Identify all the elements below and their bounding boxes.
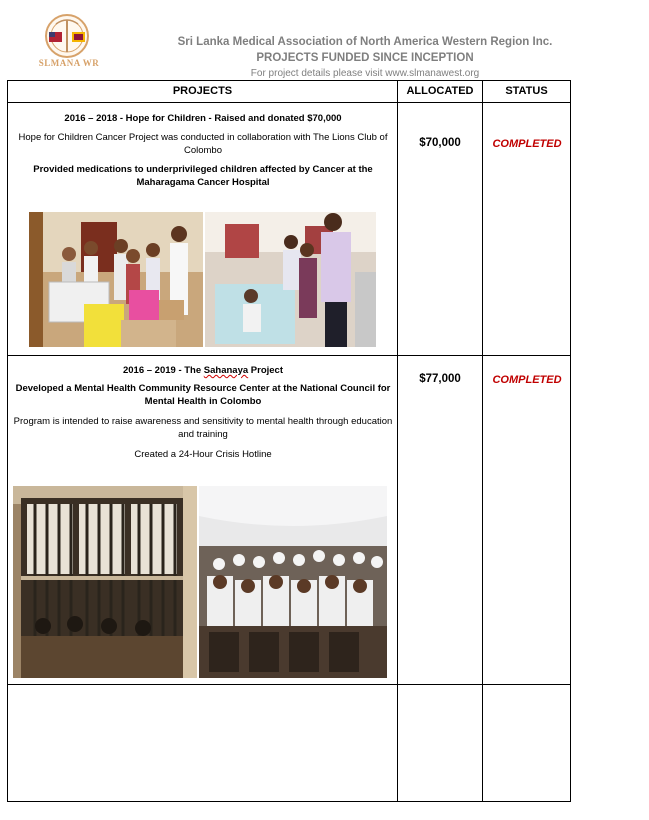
project-description: Provided medications to underprivileged children affected by Cancer at the Maharagama Cancer Hospital bbox=[33, 164, 373, 188]
photo-donation-team bbox=[29, 212, 203, 347]
photo-hospital-visit bbox=[205, 212, 376, 347]
project-title: 2016 – 2018 - Hope for Children - Raised and donated $70,000 bbox=[64, 113, 342, 124]
website-note: For project details please visit www.slmanawest.org bbox=[250, 68, 480, 79]
project-title: 2016 – 2019 - The Sahanaya Project bbox=[122, 365, 284, 376]
organization-name: Sri Lanka Medical Association of North America Western Region Inc. bbox=[177, 36, 553, 48]
allocated-amount: $77,000 bbox=[419, 373, 461, 385]
project-description: Developed a Mental Health Community Resource Center at the National Council for Mental Health in Colombo bbox=[15, 383, 391, 407]
project-description: Hope for Children Cancer Project was conducted in collaboration with The Lions Club of Colombo bbox=[18, 132, 388, 156]
project-description: Created a 24-Hour Crisis Hotline bbox=[134, 449, 272, 460]
document-subtitle: PROJECTS FUNDED SINCE INCEPTION bbox=[256, 52, 474, 64]
photo-training-audience bbox=[199, 486, 387, 678]
photo-resource-center-window bbox=[13, 486, 197, 678]
logo-text: SLMANA WR bbox=[38, 58, 100, 68]
column-header-status: STATUS bbox=[505, 85, 548, 97]
status-badge: COMPLETED bbox=[492, 138, 562, 150]
allocated-amount: $70,000 bbox=[419, 137, 461, 149]
project-description: Program is intended to raise awareness and sensitivity to mental health through education and training bbox=[13, 416, 393, 440]
status-badge: COMPLETED bbox=[492, 374, 562, 386]
column-header-allocated: ALLOCATED bbox=[406, 85, 474, 97]
column-header-projects: PROJECTS bbox=[172, 85, 233, 97]
